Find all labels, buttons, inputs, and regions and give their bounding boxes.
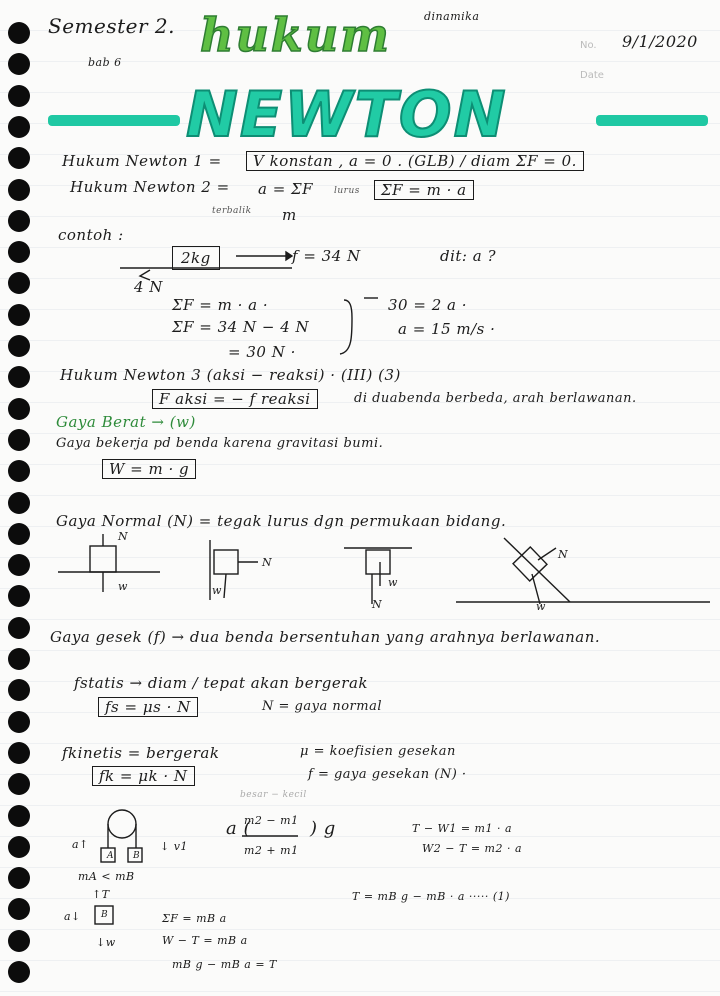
newton2-box: ΣF = m · a [374, 180, 474, 200]
contoh-eq1: ΣF = m · a · [172, 296, 269, 314]
normal-d1-w: w [118, 580, 128, 593]
newton2-fraction-num: a = ΣF [258, 180, 314, 198]
pulley-box-A [101, 848, 115, 862]
normal-d3-N: N [372, 598, 383, 611]
pulley-T-up: ↑T [92, 888, 110, 901]
date-value: 9/1/2020 [622, 32, 698, 51]
normal-d2-arrow-w [224, 574, 226, 598]
newton3-note: di duabenda berbeda, arah berlawanan. [354, 391, 637, 406]
pulley-block-A: A [107, 851, 114, 861]
normal-d2-block [214, 550, 238, 574]
pulley-mA-mB: mA < mB [78, 870, 135, 883]
newton1-label: Hukum Newton 1 = [62, 152, 222, 170]
pulley-block-B: B [133, 851, 141, 861]
bab-label: bab 6 [88, 56, 122, 69]
contoh-friction: 4 N [134, 278, 163, 296]
pulley-s2: W − T = mB a [162, 934, 248, 947]
contoh-bracket [340, 300, 352, 354]
newton2-fraction-den: m [282, 206, 297, 224]
contoh-eq3: = 30 N · [228, 343, 296, 361]
fs-box: fs = μs · N [98, 697, 198, 717]
fs-note: N = gaya normal [262, 699, 382, 714]
gaya-gesek-label: Gaya gesek (f) → dua benda bersentuhan yang arahnya berlawanan. [50, 628, 601, 646]
contoh-force: f = 34 N [292, 247, 361, 265]
fstatis-label: fstatis → diam / tepat akan bergerak [74, 674, 368, 692]
gaya-berat-label: Gaya Berat → (w) [56, 413, 196, 431]
mu-note: μ = koefisien gesekan [300, 744, 456, 759]
title-hukum: hukum [200, 8, 391, 62]
contoh-res2: a = 15 m/s · [398, 320, 496, 338]
pulley-formula-post: ) g [310, 818, 336, 839]
f-note: f = gaya gesekan (N) · [308, 767, 467, 782]
pulley-block-B2: B [101, 910, 109, 920]
pulley-wheel [108, 810, 136, 838]
pulley-formula-num: m2 − m1 [244, 814, 299, 827]
gaya-berat-desc: Gaya bekerja pd benda karena gravitasi bumi. [56, 436, 384, 451]
newton2-label: Hukum Newton 2 = [70, 178, 230, 196]
newton1-box: V konstan , a = 0 . (GLB) / diam ΣF = 0. [246, 151, 584, 171]
contoh-arrowhead [286, 252, 292, 260]
normal-d1-block [90, 546, 116, 572]
date-label: Date [580, 70, 604, 81]
fkinetis-label: fkinetis = bergerak [62, 744, 220, 762]
normal-d4-arrow-w [532, 574, 540, 604]
dinamika-label: dinamika [424, 10, 480, 23]
no-label: No. [580, 40, 597, 51]
pulley-t2: W2 − T = m2 · a [422, 842, 523, 855]
pulley-formula-pre: a ( [226, 818, 251, 839]
besar-note: besar − kecil [240, 790, 307, 800]
newton2-terbalik: terbalik [212, 206, 252, 216]
contoh-dit: dit: a ? [440, 247, 497, 265]
pulley-v1: ↓ v1 [160, 840, 188, 853]
normal-d4-N: N [558, 548, 569, 561]
contoh-mass-block: 2kg [172, 246, 220, 270]
normal-d2-N: N [262, 556, 273, 569]
contoh-eq2: ΣF = 34 N − 4 N [172, 318, 310, 336]
newton2-lurus: lurus [334, 186, 360, 196]
normal-d3-block [366, 550, 390, 574]
pulley-formula-den: m2 + m1 [244, 844, 299, 857]
normal-d4-w: w [536, 600, 546, 613]
pulley-s1: ΣF = mB a [162, 912, 227, 925]
normal-d3-w: w [388, 576, 398, 589]
pulley-t-eq: T = mB g − mB · a ····· (1) [352, 890, 510, 903]
pulley-a-left: a↑ [72, 838, 89, 851]
pulley-s3: mB g − mB a = T [172, 958, 277, 971]
newton3-box: F aksi = − f reaksi [152, 389, 318, 409]
pulley-t1: T − W1 = m1 · a [412, 822, 513, 835]
gaya-normal-label: Gaya Normal (N) = tegak lurus dgn permukaan bidang. [56, 512, 507, 530]
pulley-box-B [128, 848, 142, 862]
gaya-berat-box: W = m · g [102, 459, 196, 479]
normal-d1-N: N [118, 530, 129, 543]
pulley-a-down: a↓ [64, 910, 81, 923]
pulley-fbd-box [95, 906, 113, 924]
pulley-w-down: ↓w [96, 936, 116, 949]
contoh-res1: 30 = 2 a · [388, 296, 467, 314]
fk-box: fk = μk · N [92, 766, 195, 786]
contoh-label: contoh : [58, 226, 124, 244]
newton3-label: Hukum Newton 3 (aksi − reaksi) · (III) (3) [60, 366, 401, 384]
title-newton: NEWTON [186, 78, 508, 151]
semester-label: Semester 2. [48, 14, 175, 38]
normal-d2-w: w [212, 584, 222, 597]
contoh-friction-arrow [140, 270, 150, 280]
normal-d4-arrow-N [538, 548, 556, 560]
